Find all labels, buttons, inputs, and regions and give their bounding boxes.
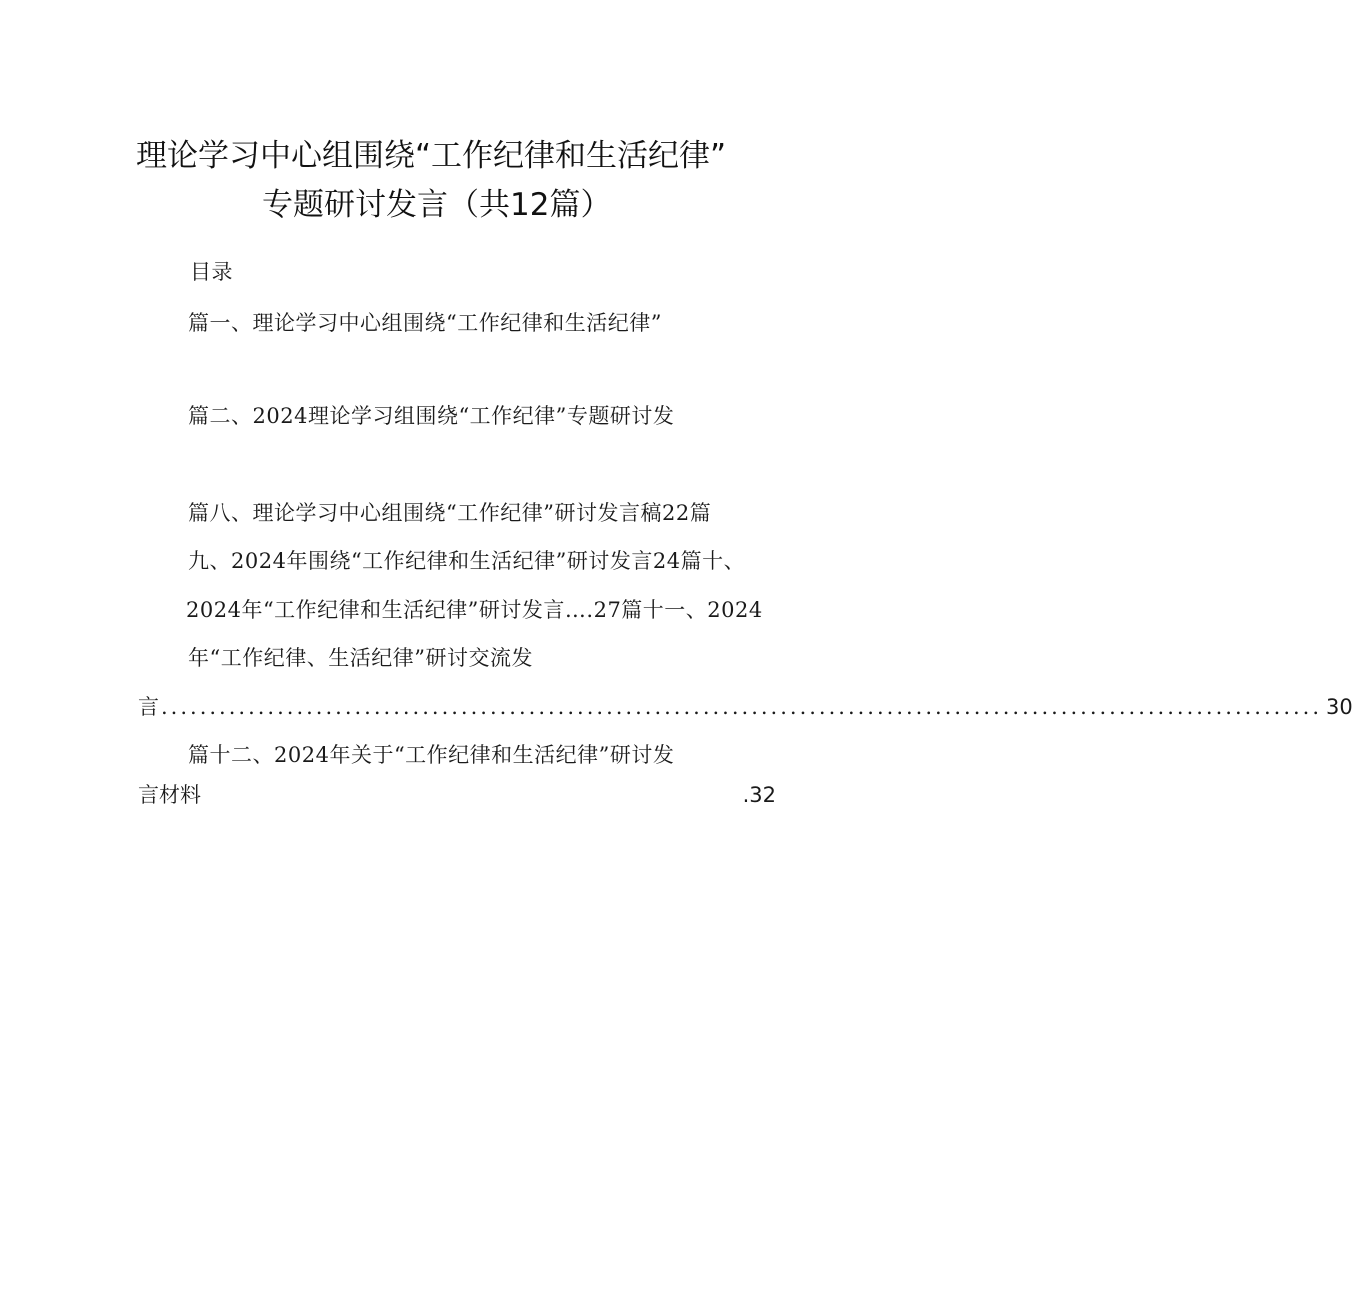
document-title-line-2: 专题研讨发言（共12篇） [262,187,612,223]
toc-entry-11-cont-text: 言 [138,695,159,719]
toc-entry-11: 年“工作纪律、生活纪律”研讨交流发 [188,646,533,670]
toc-entry-11-continuation [138,694,1353,720]
toc-leader-dots: ........................................................................................................................ [161,695,1323,719]
toc-entry-11-page: 30 [1326,695,1353,719]
toc-entry-12-continuation [138,782,776,808]
toc-entry-12-page: .32 [742,783,776,807]
toc-entry-12-cont-text: 言材料 [138,783,201,807]
toc-entry-1: 篇一、理论学习中心组围绕“工作纪律和生活纪律” [188,311,662,335]
toc-entry-12: 篇十二、2024年关于“工作纪律和生活纪律”研讨发 [188,743,675,767]
toc-entry-9: 九、2024年围绕“工作纪律和生活纪律”研讨发言24篇十、 [188,549,746,573]
document-title-line-1: 理论学习中心组围绕“工作纪律和生活纪律” [136,138,727,174]
toc-entry-8: 篇八、理论学习中心组围绕“工作纪律”研讨发言稿22篇 [188,501,712,525]
toc-entry-10: 2024年“工作纪律和生活纪律”研讨发言….27篇十一、2024 [186,598,763,622]
toc-entry-2: 篇二、2024理论学习组围绕“工作纪律”专题研讨发 [188,404,675,428]
toc-heading: 目录 [190,260,233,284]
